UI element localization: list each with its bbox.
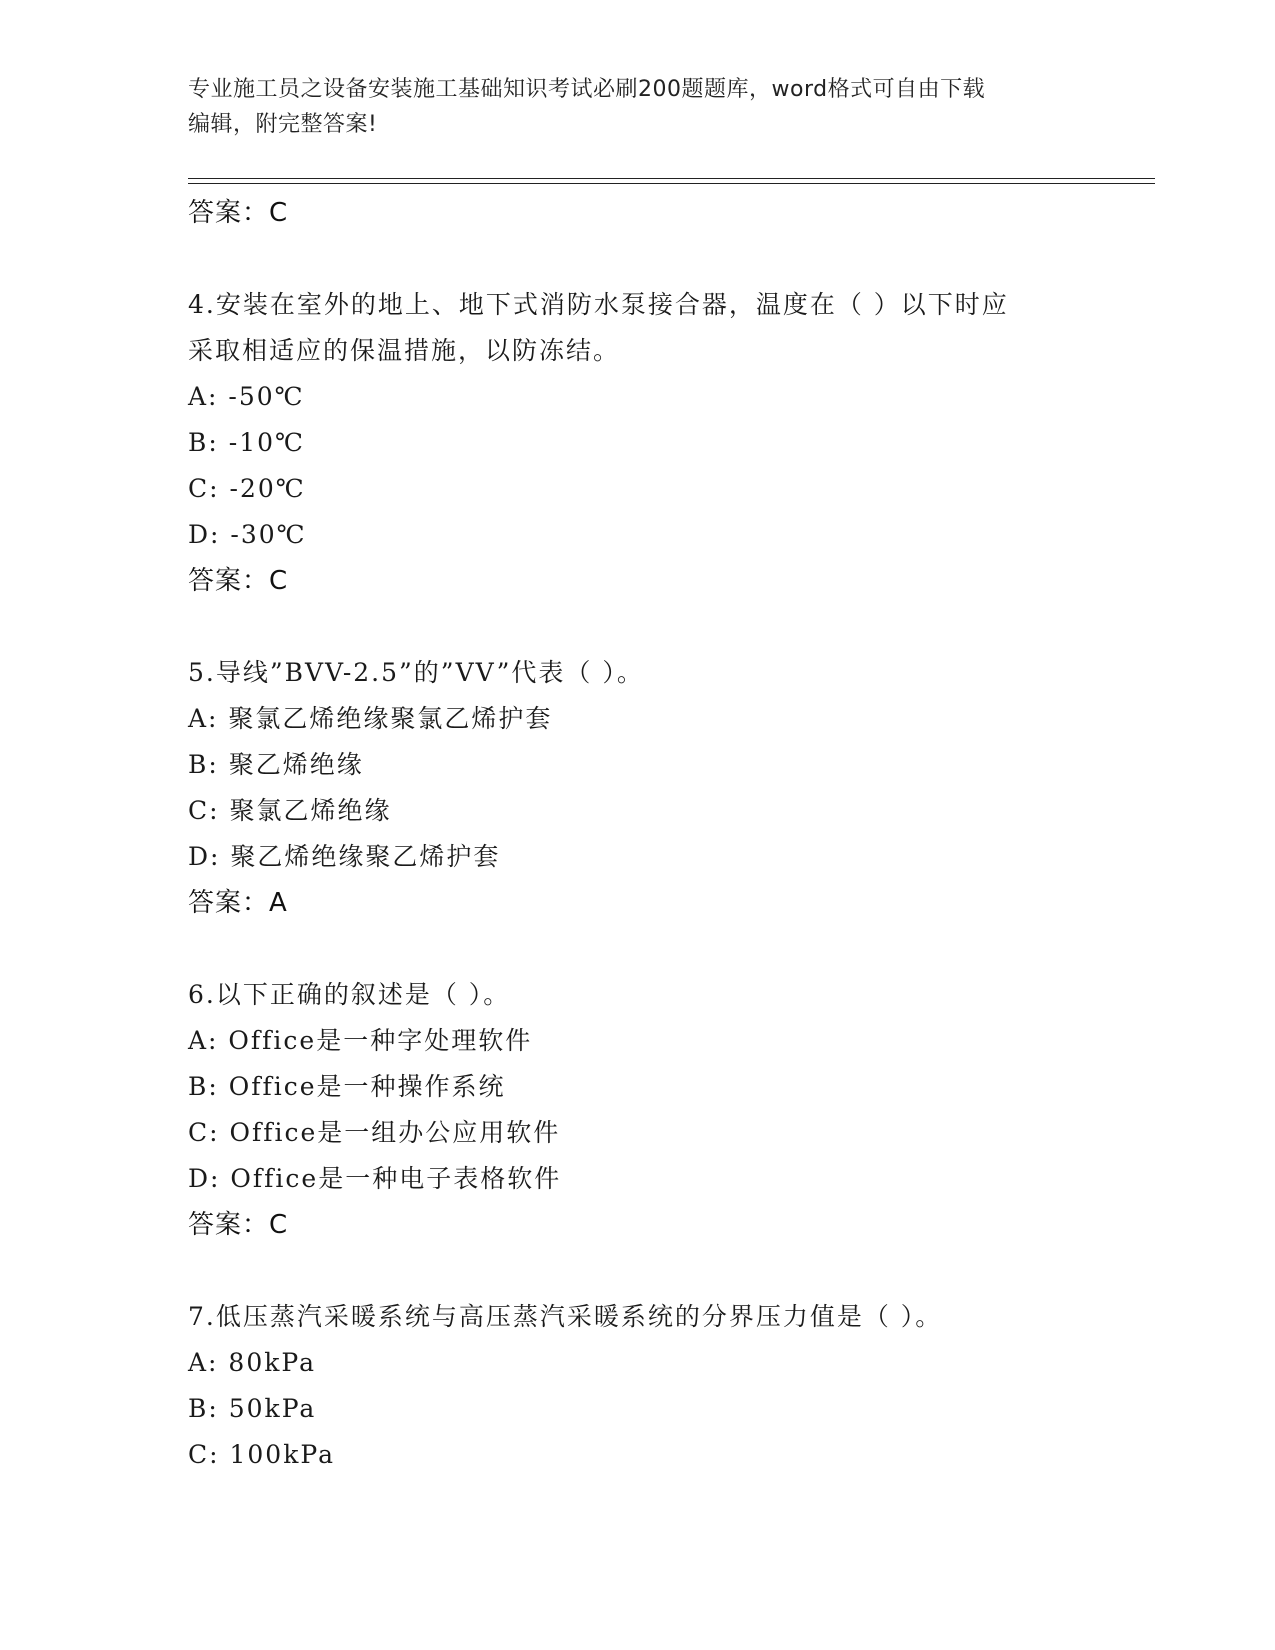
question-5-option-c: C: 聚氯乙烯绝缘 xyxy=(188,796,392,825)
header-divider-bottom xyxy=(188,183,1155,184)
question-4 xyxy=(188,282,1108,604)
question-5-answer: 答案：A xyxy=(188,888,288,918)
question-4-option-a: A: -50℃ xyxy=(188,382,305,411)
question-5-option-a: A: 聚氯乙烯绝缘聚氯乙烯护套 xyxy=(188,704,553,733)
question-4-option-d: D: -30℃ xyxy=(188,520,307,549)
question-4-stem-line-2: 采取相适应的保温措施，以防冻结。 xyxy=(188,336,621,365)
document-header xyxy=(188,72,1088,142)
question-5-option-b: B: 聚乙烯绝缘 xyxy=(188,750,364,779)
question-7-option-b: B: 50kPa xyxy=(188,1394,317,1423)
question-5 xyxy=(188,650,1108,926)
header-title-line-1: 专业施工员之设备安装施工基础知识考试必刷200题题库，word格式可自由下载 xyxy=(188,77,986,102)
header-divider-top xyxy=(188,178,1155,179)
question-5-stem: 5.导线”BVV-2.5”的”VV”代表（ ）。 xyxy=(188,658,644,687)
previous-answer: 答案：C xyxy=(188,198,289,228)
question-4-option-c: C: -20℃ xyxy=(188,474,306,503)
question-list xyxy=(188,190,1108,1478)
question-4-option-b: B: -10℃ xyxy=(188,428,305,457)
header-title-line-2: 编辑，附完整答案! xyxy=(188,112,378,137)
question-6-answer: 答案：C xyxy=(188,1210,289,1240)
question-7-stem: 7.低压蒸汽采暖系统与高压蒸汽采暖系统的分界压力值是（ ）。 xyxy=(188,1302,943,1331)
question-6-option-c: C: Office是一组办公应用软件 xyxy=(188,1118,561,1147)
question-6 xyxy=(188,972,1108,1248)
question-6-option-d: D: Office是一种电子表格软件 xyxy=(188,1164,562,1193)
question-4-stem-line-1: 4.安装在室外的地上、地下式消防水泵接合器，温度在（ ）以下时应 xyxy=(188,290,1009,319)
question-7 xyxy=(188,1294,1108,1478)
question-5-option-d: D: 聚乙烯绝缘聚乙烯护套 xyxy=(188,842,501,871)
question-7-option-c: C: 100kPa xyxy=(188,1440,335,1469)
question-6-option-a: A: Office是一种字处理软件 xyxy=(188,1026,533,1055)
question-7-option-a: A: 80kPa xyxy=(188,1348,316,1377)
question-4-answer: 答案：C xyxy=(188,566,289,596)
question-6-stem: 6.以下正确的叙述是（ ）。 xyxy=(188,980,511,1009)
question-6-option-b: B: Office是一种操作系统 xyxy=(188,1072,506,1101)
